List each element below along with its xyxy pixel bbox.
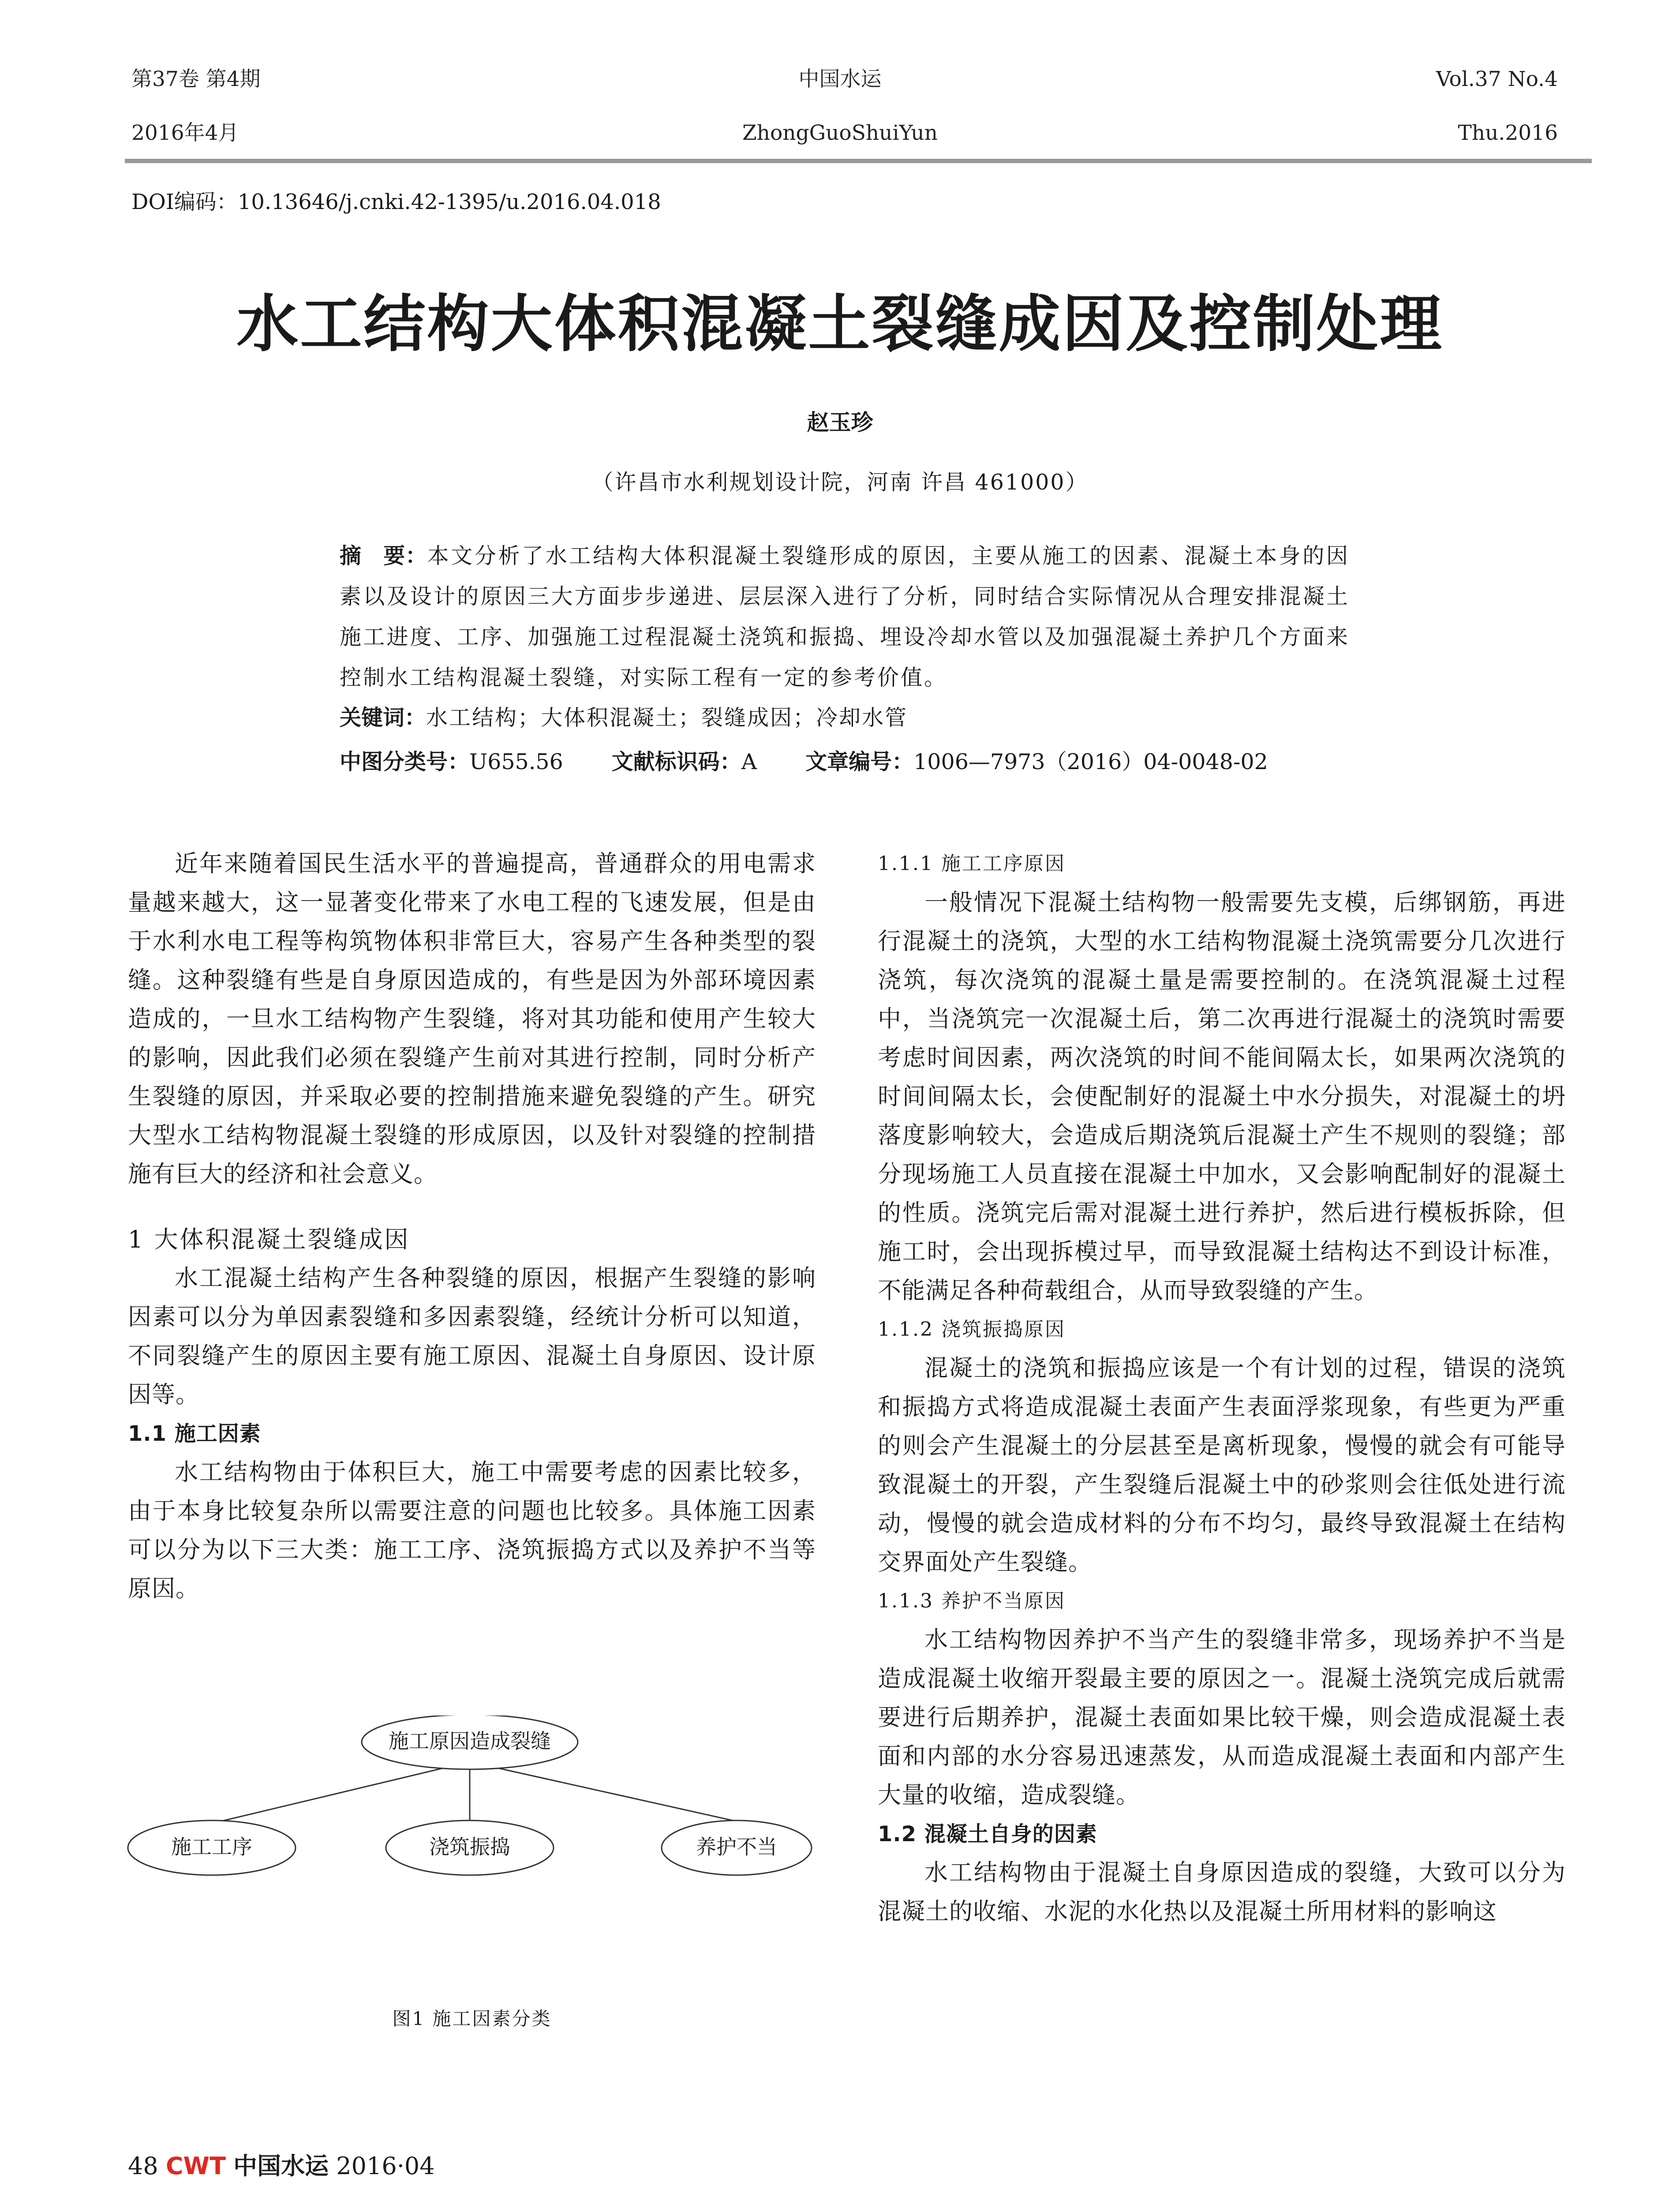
section-1-1-2-heading: 1.1.2 浇筑振捣原因 <box>878 1318 1066 1341</box>
figure-1-diagram <box>123 1715 816 1905</box>
section-1-1-3-paragraph: 水工结构物因养护不当产生的裂缝非常多，现场养护不当是造成混凝土收缩开裂最主要的原因之一。混凝土浇筑完成后就需要进行后期养护，混凝土表面如果比较干燥，则会造成混凝土表面和内部的水分容易迅速蒸发，从而造成混凝土表面和内部产生大量的收缩，造成裂缝。 <box>878 1626 1566 1809</box>
doc-code-label: 文献标识码： <box>611 749 741 774</box>
section-1-1-heading: 1.1 施工因素 <box>128 1421 261 1446</box>
keywords-text: 水工结构；大体积混凝土；裂缝成因；冷却水管 <box>426 705 908 730</box>
author: 赵玉珍 <box>807 410 873 435</box>
right-column <box>878 845 1566 1931</box>
journal-name-pinyin: ZhongGuoShuiYun <box>742 121 938 145</box>
running-header-right <box>1436 66 1558 146</box>
left-column <box>128 845 816 1608</box>
child-node-label-3: 养护不当 <box>696 1835 777 1859</box>
header-rule <box>125 159 1592 163</box>
doi: DOI编码：10.13646/j.cnki.42-1395/u.2016.04.018 <box>131 190 661 214</box>
running-header-center <box>0 66 1680 146</box>
article-number-value: 1006—7973（2016）04-0048-02 <box>913 749 1268 774</box>
abstract <box>340 536 1350 698</box>
footer-journal-name: 中国水运 <box>233 2152 329 2180</box>
cwt-logo: CWT <box>165 2152 226 2180</box>
section-1-1-paragraph: 水工结构物由于体积巨大，施工中需要考虑的因素比较多，由于本身比较复杂所以需要注意的问题也比较多。具体施工因素可以分为以下三大类：施工工序、浇筑振捣方式以及养护不当等原因。 <box>128 1459 816 1602</box>
journal-name-cn: 中国水运 <box>798 67 882 91</box>
doc-code-value: A <box>741 749 757 774</box>
page-number: 48 <box>128 2152 158 2180</box>
publication-date-en: Thu.2016 <box>1458 121 1558 145</box>
abstract-text: 本文分析了水工结构大体积混凝土裂缝形成的原因，主要从施工的因素、混凝土本身的因素以及设计的原因三大方面步步递进、层层深入进行了分析，同时结合实际情况从合理安排混凝土施工进度、工序、加强施工过程混凝土浇筑和振捣、埋设冷却水管以及加强混凝土养护几个方面来控制水工结构混凝土裂缝，对实际工程有一定的参考价值。 <box>340 543 1350 690</box>
connector-right <box>470 1762 737 1821</box>
clc-value: U655.56 <box>469 749 563 774</box>
connector-left <box>221 1762 470 1821</box>
section-1-1-3-heading: 1.1.3 养护不当原因 <box>878 1590 1066 1612</box>
section-1-1-2-paragraph: 混凝土的浇筑和振捣应该是一个有计划的过程，错误的浇筑和振捣方式将造成混凝土表面产生表面浮浆现象，有些更为严重的则会产生混凝土的分层甚至是离析现象，慢慢的就会有可能导致混凝土的开裂，产生裂缝后混凝土中的砂浆则会往低处进行流动，慢慢的就会造成材料的分布不均匀，最终导致混凝土在结构交界面处产生裂缝。 <box>878 1355 1566 1576</box>
volume-issue: 第37卷 第4期 <box>131 67 261 91</box>
section-1-heading: 1 大体积混凝土裂缝成因 <box>128 1226 410 1253</box>
footer-issue: 2016·04 <box>336 2152 435 2180</box>
page-footer <box>128 2153 435 2179</box>
section-1-2-paragraph: 水工结构物由于混凝土自身原因造成的裂缝，大致可以分为混凝土的收缩、水泥的水化热以及混凝土所用材料的影响这 <box>878 1859 1566 1925</box>
child-node-label-1: 施工工序 <box>171 1835 252 1859</box>
clc-label: 中图分类号： <box>340 749 470 774</box>
figure-1-caption: 图1 施工因素分类 <box>392 2008 552 2029</box>
section-1-1-1-paragraph: 一般情况下混凝土结构物一般需要先支模，后绑钢筋，再进行混凝土的浇筑，大型的水工结构物混凝土浇筑需要分几次进行浇筑，每次浇筑的混凝土量是需要控制的。在浇筑混凝土过程中，当浇筑完一次混凝土后，第二次再进行混凝土的浇筑时需要考虑时间因素，两次浇筑的时间不能间隔太长，如果两次浇筑的时间间隔太长，会使配制好的混凝土中水分损失，对混凝土的坍落度影响较大，会造成后期浇筑后混凝土产生不规则的裂缝；部分现场施工人员直接在混凝土中加水，又会影响配制好的混凝土的性质。浇筑完后需对混凝土进行养护，然后进行模板拆除，但施工时，会出现拆模过早，而导致混凝土结构达不到设计标准，不能满足各种荷载组合，从而导致裂缝的产生。 <box>878 889 1566 1304</box>
section-1-1-1-heading: 1.1.1 施工工序原因 <box>878 852 1066 875</box>
publication-date: 2016年4月 <box>131 121 239 145</box>
section-1-2-heading: 1.2 混凝土自身的因素 <box>878 1822 1097 1846</box>
abstract-label: 摘 要： <box>340 543 427 568</box>
classification-line <box>340 747 1268 777</box>
article-title: 水工结构大体积混凝土裂缝成因及控制处理 <box>236 288 1444 360</box>
affiliation: （许昌市水利规划设计院，河南 许昌 461000） <box>591 470 1089 495</box>
intro-paragraph: 近年来随着国民生活水平的普遍提高，普通群众的用电需求量越来越大，这一显著变化带来了水电工程的飞速发展，但是由于水利水电工程等构筑物体积非常巨大，容易产生各种类型的裂缝。这种裂缝有些是自身原因造成的，有些是因为外部环境因素造成的，一旦水工结构物产生裂缝，将对其功能和使用产生较大的影响，因此我们必须在裂缝产生前对其进行控制，同时分析产生裂缝的原因，并采取必要的控制措施来避免裂缝的产生。研究大型水工结构物混凝土裂缝的形成原因，以及针对裂缝的控制措施有巨大的经济和社会意义。 <box>128 850 816 1188</box>
volume-issue-en: Vol.37 No.4 <box>1436 67 1558 91</box>
keywords-label: 关键词： <box>340 705 427 730</box>
section-1-paragraph: 水工混凝土结构产生各种裂缝的原因，根据产生裂缝的影响因素可以分为单因素裂缝和多因素裂缝，经统计分析可以知道，不同裂缝产生的原因主要有施工原因、混凝土自身原因、设计原因等。 <box>128 1265 816 1408</box>
root-node-label: 施工原因造成裂缝 <box>389 1729 551 1753</box>
child-node-label-2: 浇筑振捣 <box>429 1835 510 1859</box>
article-number-label: 文章编号： <box>805 749 914 774</box>
keywords <box>340 703 908 733</box>
